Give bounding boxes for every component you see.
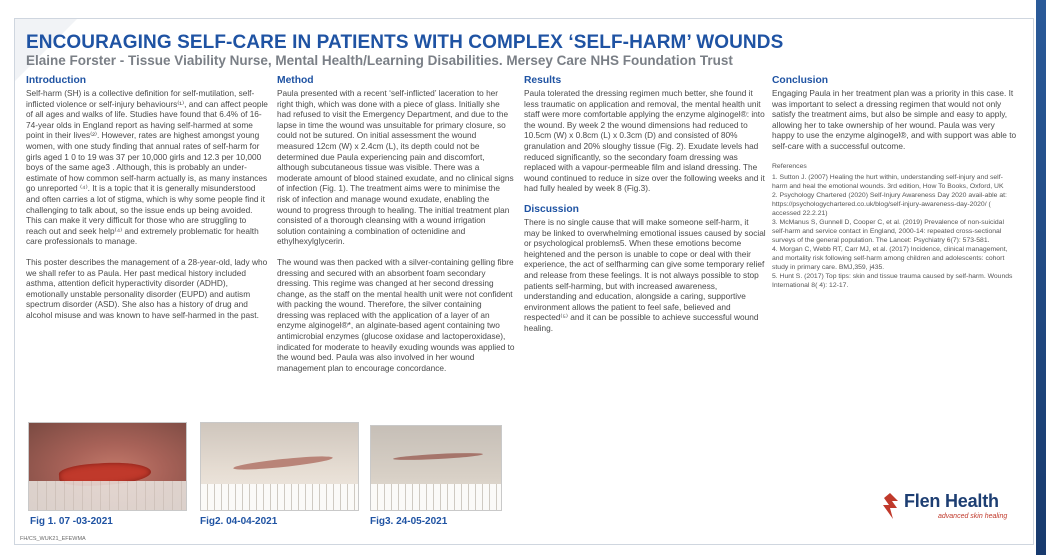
- method-section: [277, 75, 515, 383]
- reference-item: 4. Morgan C, Webb RT, Carr MJ, et al. (2017) Incidence, clinical management, and mortality risk following self-harm among children and adolescents: cohort study in primary care. BMJ,359, j435.: [772, 245, 1008, 271]
- conclusion-section: [772, 75, 1018, 290]
- introduction-heading: Introduction: [26, 75, 87, 86]
- introduction-section: [26, 75, 268, 330]
- introduction-paragraph-2: This poster describes the management of a 28-year-old, lady who we shall refer to as Paula. Her past medical history included asthma, attention deficit hyperactivity disorder (ADHD), emotionally unstable personality disorder (EUPD) and autism spectrum disorder (ASD). She also has a history of drug and alcohol misuse and was known to have self-harmed in the past.: [26, 256, 268, 320]
- wound-area: [233, 454, 333, 472]
- figure-3-caption: Fig3. 24-05-2021: [370, 516, 448, 527]
- reference-item: 1. Sutton J. (2007) Healing the hurt within, understanding self-injury and self-harm and heal the emotional wounds. 3rd edition, How To Books, Oxford, UK: [772, 173, 1004, 190]
- discussion-heading: Discussion: [524, 203, 579, 215]
- measuring-ruler: [201, 484, 358, 510]
- poster-title: ENCOURAGING SELF-CARE IN PATIENTS WITH COMPLEX ‘SELF-HARM’ WOUNDS: [26, 32, 784, 53]
- figure-3-photo: [370, 425, 502, 511]
- conclusion-paragraph: Engaging Paula in her treatment plan was a priority in this case. It was important to select a dressing regimen that would not only satisfy the treatment aims, but also be simple and easy to apply, allowing her to take ownership of her wound. Paula was very happy to use the enzyme alginogel®, and with support was able to self-care with a successful outcome.: [772, 88, 1017, 151]
- healed-scar: [393, 452, 483, 462]
- reference-item: 2. Psychology Chartered (2020) Self-Injury Awareness Day 2020 avail-able at: https://psychologychartered.co.uk/blog/self-injury-awareness-day-2020/ ( accessed 22.2.21): [772, 191, 1007, 217]
- results-paragraph: Paula tolerated the dressing regimen much better, she found it less traumatic on application and removal, the mental health unit staff were more comfortable applying the enzyme alginogel®: into the wound. By week 2 the wound dimensions had reduced to 10.5cm (W) x 0.8cm (L) x 0.3cm (D) and consisted of 80% granulation and 20% sloughy tissue (Fig. 2). Exudate levels had reduced significantly, so the secondary foam dressing was replaced with a vapour-permeable film and island dressing. The wound continued to reduce in size over the following weeks and it had fully healed by week 8 (Fig.3).: [524, 88, 765, 194]
- method-heading: Method: [277, 75, 314, 86]
- references-heading: References: [772, 162, 807, 170]
- document-code: FH/CS_WUK21_EFEWMA: [20, 536, 86, 542]
- introduction-paragraph-1: Self-harm (SH) is a collective definition for self-mutilation, self-inflicted violence or self-injury behaviours⁽¹⁾, and can affect people of all ages and walks of life. Studies have found that 6.4% of 16-74-year olds in England report as having self-harmed at some point in their lives⁽²⁾. However, rates are highest amongst young women, with one study finding that annual rates of self-harm for girls aged 1 0 to 19 was 37 per 10,000 girls and 12.3 per 10,000 boys of the same age3 . Although, this is probably an under-estimate of how common self-harm actually is, as many instances go unreported ⁽⁴⁾. It is a topic that it is generally misunderstood and often carries a lot of stigma, which is why some people find it challenging to talk about, so the issue ends up being avoided. This can make it very difficult for those who are struggling to reach out and seek help⁽⁴⁾ and extremely problematic for health care professionals to manage.: [26, 88, 268, 247]
- poster-subtitle: Elaine Forster - Tissue Viability Nurse, Mental Health/Learning Disabilities. Mersey Care NHS Foundation Trust: [26, 53, 733, 68]
- results-discussion-section: [524, 75, 766, 343]
- dressing-edge: [29, 481, 187, 511]
- reference-item: 5. Hunt S. (2017) Top tips: skin and tissue trauma caused by self-harm. Wounds International 8( 4): 12-17.: [772, 272, 1013, 289]
- method-paragraph-1: Paula presented with a recent ‘self-inflicted’ laceration to her right thigh, which was done with a piece of glass. Initially she had refused to visit the Emergency Department, and due to the lapse in time the wound was unsuitable for primary closure, so could not be sutured. On initial assessment the wound measured 12cm (W) x 2.4cm (L), its depth could not be determined due Paula experiencing pain and discomfort, although subcutaneous tissue was visible. There was a moderate amount of blood stained exudate, and no clinical signs of infection (Fig. 1). The treatment aims were to minimise the risk of infection and manage wound exudate, enabling the wound to progress through to healing. The initial treatment plan consisted of a thorough cleansing with a wound irrigation solution containing a combination of octenidine and ethylhexylglycerin.: [277, 88, 514, 247]
- discussion-paragraph: There is no single cause that will make someone self-harm, it may be linked to overwhelming emotional issues caused by social or psychological problems5. When these emotions become heightened and the person is unable to cope or deal with their experience, the act of selfharming can give some temporary relief and release from these feelings. It is not always possible to stop patients self-harming, but with increased awareness, understanding and education, alongside a caring, supportive environment allows the patient to feel safe, believed and respected⁽⁵⁾ and it can be possible to achieve successful wound healing.: [524, 216, 766, 333]
- figure-1-caption: Fig 1. 07 -03-2021: [30, 516, 113, 527]
- figure-1-photo: [28, 422, 187, 511]
- figure-2-photo: [200, 422, 359, 511]
- conclusion-heading: Conclusion: [772, 75, 829, 86]
- flen-flame-icon: [880, 492, 900, 520]
- flen-health-logo: [880, 490, 1020, 524]
- figure-2-caption: Fig2. 04-04-2021: [200, 516, 278, 527]
- measuring-ruler: [371, 484, 501, 510]
- references-list: [772, 162, 1018, 290]
- logo-name: Flen Health: [904, 491, 999, 511]
- side-stripe: [1036, 0, 1046, 555]
- logo-tagline: advanced skin healing: [938, 513, 1008, 520]
- results-heading: Results: [524, 75, 562, 86]
- reference-item: 3. McManus S, Gunnell D, Cooper C, et al. (2019) Prevalence of non-suicidal self-harm and service contact in England, 2000-14: repeated cross-sectional surveys of the general population. The Lancet: Psychiatry 6(7): 573-581.: [772, 218, 1004, 244]
- method-paragraph-2: The wound was then packed with a silver-containing gelling fibre dressing and secured with an absorbent foam secondary dressing. This regime was changed at her second dressing change, as the staff on the mental health unit were not confident with packing the wound. Therefore, the silver containing dressing was replaced with the application of a layer of an enzyme alginogel®*, an alginate-based agent containing two antimicrobial enzymes (glucose oxidase and lactoperoxidase), indicated for moderate to heavily exuding wounds was applied to the wound bed. Paula was also involved in her wound management plan to encourage concordance.: [277, 256, 515, 373]
